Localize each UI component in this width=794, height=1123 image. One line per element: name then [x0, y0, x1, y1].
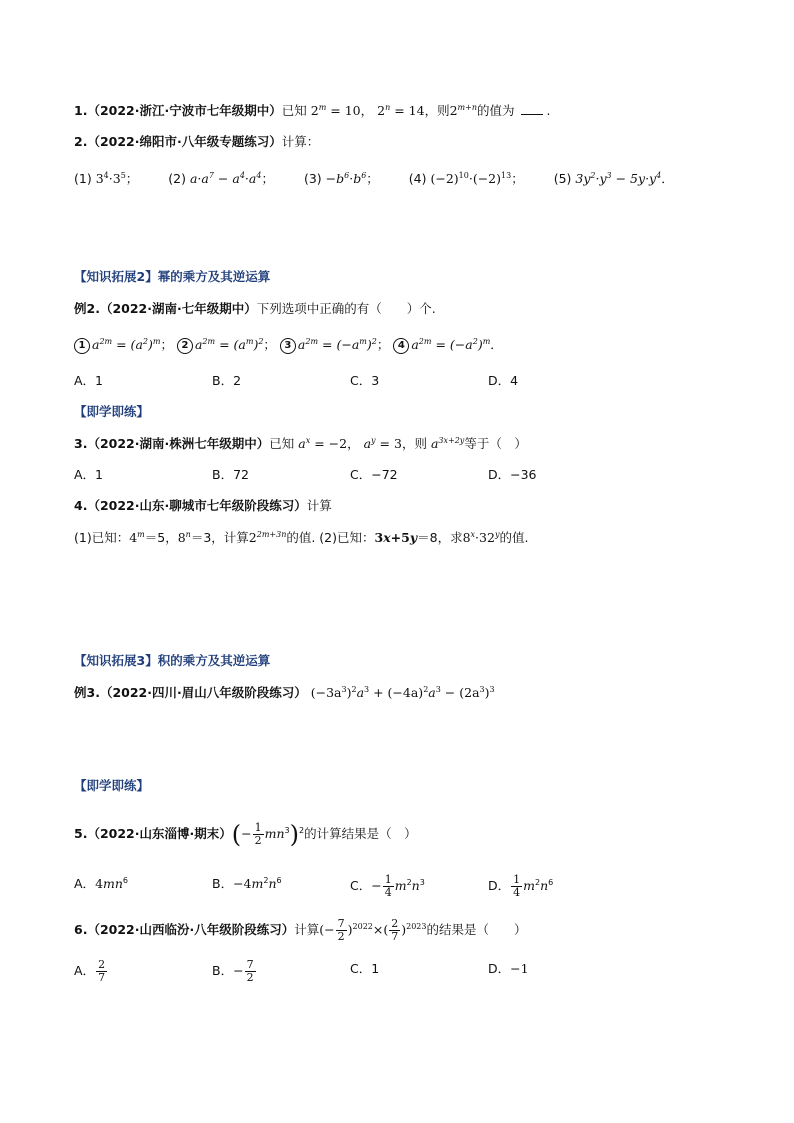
option-a[interactable]: A．$4mn^6$: [74, 875, 129, 891]
question-6: 6.（2022·山西临汾·八年级阶段练习）计算(− $\frac{7}{2}$ )$^{2022}$×( $\frac{2}{7}$ )$^{2023}$的结果是（ ）: [74, 917, 527, 943]
option-a[interactable]: A．1: [74, 467, 104, 482]
question-source: （2022·山西临汾·八年级阶段练习）: [87, 922, 295, 937]
option-a[interactable]: A． $\frac{2}{7}$: [74, 958, 106, 984]
question-4: 4.（2022·山东·聊城市七年级阶段练习）计算: [74, 498, 332, 513]
question-number: 5: [74, 826, 83, 841]
question-source: （2022·浙江·宁波市七年级期中）: [87, 103, 282, 118]
example-2-statements: 1 $a^{2m} = (a^2)^m$； 2 $a^{2m} = (a^m)^2$； 3 $a^{2m} = (-a^m)^2$； 4 $a^{2m} = (-a^2)^m$．: [74, 335, 503, 355]
question-5: 5.（2022·山东淄博·期末）(− $\frac{1}{2}$ $mn^3)^2$的计算结果是（ ）: [74, 820, 417, 849]
practice-title: 【即学即练】: [74, 404, 150, 419]
example-label: 例3: [74, 685, 96, 700]
option-b[interactable]: B．72: [212, 467, 249, 482]
option-b[interactable]: B．2: [212, 373, 242, 388]
answer-blank[interactable]: [521, 102, 543, 115]
option-c[interactable]: C．3: [350, 373, 380, 388]
question-source: （2022·山东·聊城市七年级阶段练习）: [87, 498, 307, 513]
option-c[interactable]: C．1: [350, 961, 380, 976]
question-number: 4: [74, 498, 83, 513]
question-source: （2022·山东淄博·期末）: [87, 826, 232, 841]
question-source: （2022·湖南·七年级期中）: [99, 301, 257, 316]
section-title: 【知识拓展2】幂的乘方及其逆运算: [74, 269, 271, 284]
question-source: （2022·绵阳市·八年级专题练习）: [87, 134, 282, 149]
question-source: （2022·四川·眉山八年级阶段练习）: [99, 685, 307, 700]
question-3: 3.（2022·湖南·株洲七年级期中）已知 $a^x = -2$， $a^y = 3$，则 $a^{3x+2y}$等于（ ）: [74, 435, 527, 451]
question-4-parts: (1)已知：$4^m=5$，$8^n=3$，计算$2^{2m+3n}$的值. (2)已知：3x+5y＝8，求$8^x\cdot 32^y$的值.: [74, 529, 529, 545]
question-number: 3: [74, 436, 83, 451]
option-d[interactable]: D． $\frac{1}{4}$ $m^2n^6$: [488, 873, 554, 899]
example-label: 例2: [74, 301, 96, 316]
question-number: 2: [74, 134, 83, 149]
question-2-parts: (1) $3^4\cdot 3^5$； (2) $a\cdot a^7 - a^4\cdot a^4$； $(3) -b^6\cdot b^6$； (4) $(-2)^{10}\cdot(-2)^{13}$； (5) $3y^2\cdot y^3 - 5y\cdot y^4$．: [74, 170, 674, 186]
option-c[interactable]: C．−72: [350, 467, 398, 482]
question-number: 6: [74, 922, 83, 937]
question-source: （2022·湖南·株洲七年级期中）: [87, 436, 270, 451]
example-2: 例2.（2022·湖南·七年级期中）下列选项中正确的有（ ）个.: [74, 301, 436, 316]
option-a[interactable]: A．1: [74, 373, 104, 388]
question-2: 2.（2022·绵阳市·八年级专题练习）计算：: [74, 134, 320, 149]
option-d[interactable]: D．4: [488, 373, 519, 388]
option-c[interactable]: C．− $\frac{1}{4}$ $m^2n^3$: [350, 873, 425, 899]
example-3: 例3.（2022·四川·眉山八年级阶段练习） $(-3a^3)^2a^3 + (-4a)^2a^3 - (2a^3)^3$: [74, 684, 495, 700]
question-number: 1: [74, 103, 83, 118]
practice-title: 【即学即练】: [74, 778, 150, 793]
option-b[interactable]: B．$-4m^2n^6$: [212, 875, 282, 891]
question-1: 1.（2022·浙江·宁波市七年级期中）已知 $2^m = 10$， $2^n = 14$，则$2^{m+n}$的值为 .: [74, 102, 551, 118]
section-title: 【知识拓展3】积的乘方及其逆运算: [74, 653, 271, 668]
option-d[interactable]: D．−36: [488, 467, 537, 482]
option-d[interactable]: D．−1: [488, 961, 529, 976]
option-b[interactable]: B．− $\frac{7}{2}$: [212, 958, 254, 984]
